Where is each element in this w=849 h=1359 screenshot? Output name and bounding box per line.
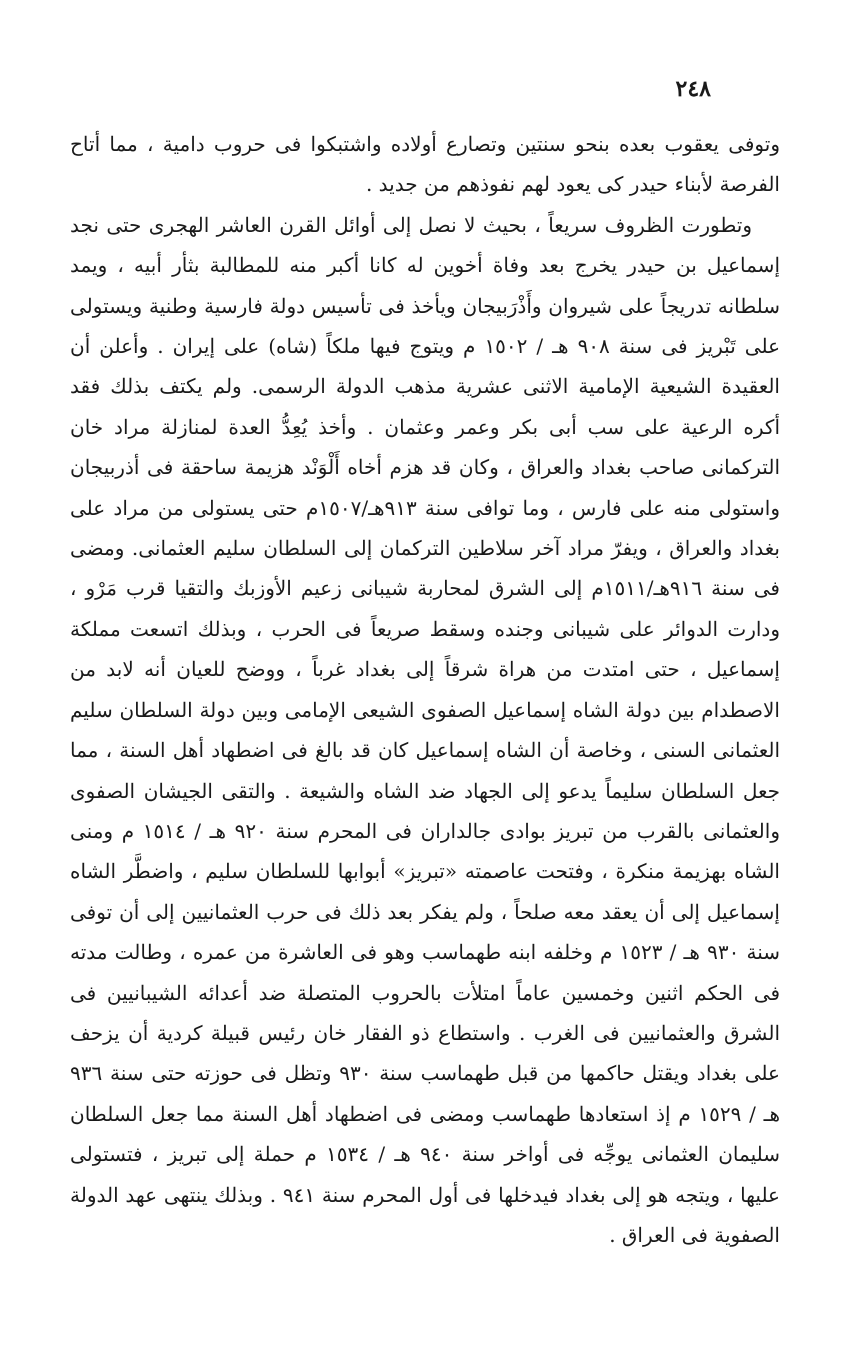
paragraph-2: وتطورت الظروف سريعاً ، بحيث لا نصل إلى أوائل القرن العاشر الهجرى حتى نجد إسماعيل بن حيدر يخرج بعد وفاة أخوين له كانا أكبر منه للمطالبة بثأر أبيه ، ويمد سلطانه تدريجاً على شيروان وأَذْرَبيجان ويأخذ فى تأسيس دولة فارسية وطنية ويستولى على تَبْريز فى سنة ٩٠٨ هـ / ١٥٠٢ م ويتوج فيها ملكاً (شاه) على إيران . وأعلن أن العقيدة الشيعية الإمامية الاثنى عشرية مذهب الدولة الرسمى. ولم يكتف بذلك فقد أكره الرعية على سب أبى بكر وعمر وعثمان . وأخذ يُعِدُّ العدة لمنازلة مراد خان التركمانى صاحب بغداد والعراق ، وكان قد هزم أخاه أَلْوَنْد هزيمة ساحقة فى أذربيجان واستولى منه على فارس ، وما توافى سنة ٩١٣هـ/١٥٠٧م حتى يستولى من مراد على بغداد والعراق ، ويفرّ مراد آخر سلاطين التركمان إلى السلطان سليم العثمانى. ومضى فى سنة ٩١٦هـ/١٥١١م إلى الشرق لمحاربة شيبانى زعيم الأوزبك والتقيا قرب مَرْو ، ودارت الدوائر على شيبانى وجنده وسقط صريعاً فى الحرب ، وبذلك اتسعت مملكة إسماعيل ، حتى امتدت من هراة شرقاً إلى بغداد غرباً ، ووضح للعيان أنه لابد من الاصطدام بين دولة الشاه إسماعيل الصفوى الشيعى الإمامى وبين دولة السلطان سليم العثمانى السنى ، وخاصة أن الشاه إسماعيل كان قد بالغ فى اضطهاد أهل السنة ، مما جعل السلطان سليماً يدعو إلى الجهاد ضد الشاه والشيعة . والتقى الجيشان الصفوى والعثمانى بالقرب من تبريز بوادى جالداران فى المحرم سنة ٩٢٠ هـ / ١٥١٤ م ومنى الشاه بهزيمة منكرة ، وفتحت عاصمته «تبريز» أبوابها للسلطان سليم ، واضطَّر الشاه إسماعيل إلى أن يعقد معه صلحاً ، ولم يفكر بعد ذلك فى حرب العثمانيين إلى أن توفى سنة ٩٣٠ هـ / ١٥٢٣ م وخلفه ابنه طهماسب وهو فى العاشرة من عمره ، وطالت مدته فى الحكم اثنين وخمسين عاماً امتلأت بالحروب المتصلة ضد أعدائه الشيبانيين فى الشرق والعثمانيين فى الغرب . واستطاع ذو الفقار خان رئيس قبيلة كردية أن يزحف على بغداد ويقتل حاكمها من قبل طهماسب سنة ٩٣٠ وتظل فى حوزته حتى سنة ٩٣٦ هـ / ١٥٢٩ م إذ استعادها طهماسب ومضى فى اضطهاد أهل السنة مما جعل السلطان سليمان العثمانى يوجِّه فى أواخر سنة ٩٤٠ هـ / ١٥٣٤ م حملة إلى تبريز ، فتستولى عليها ، ويتجه هو إلى بغداد فيدخلها فى أول المحرم سنة ٩٤١ . وبذلك ينتهى عهد الدولة الصفوية فى العراق . — [70, 212, 781, 1247]
paragraph-1: وتوفى يعقوب بعده بنحو سنتين وتصارع أولاده واشتبكوا فى حروب دامية ، مما أتاح الفرصة لأبناء حيدر كى يعود لهم نفوذهم من جديد . — [70, 132, 780, 197]
page-number: ٢٤٨ — [675, 76, 711, 102]
body-text — [70, 124, 780, 1255]
